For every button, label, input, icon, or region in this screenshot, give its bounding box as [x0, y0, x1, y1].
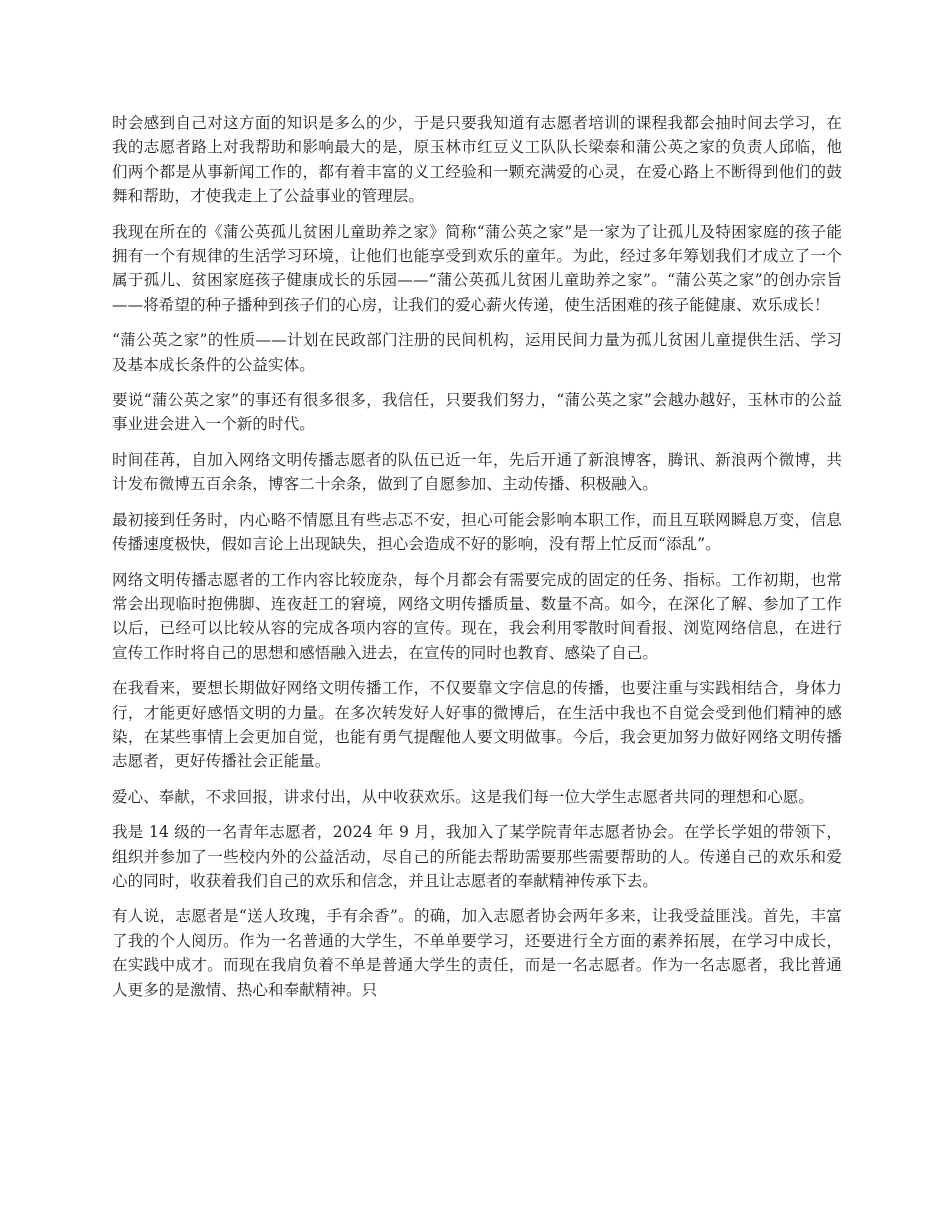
- paragraph-3: “蒲公英之家”的性质——计划在民政部门注册的民间机构，运用民间力量为孤儿贫困儿童提供生活、学习及基本成长条件的公益实体。: [112, 331, 842, 374]
- paragraph-2: 我现在所在的《蒲公英孤儿贫困儿童助养之家》简称“蒲公英之家”是一家为了让孤儿及特困家庭的孩子能拥有一个有规律的生活学习环境，让他们也能享受到欢乐的童年。为此，经过多年筹划我们才成立了一个属于孤儿、贫困家庭孩子健康成长的乐园——“蒲公英孤儿贫困儿童助养之家”。“蒲公英之家”的创办宗旨——将希望的种子播种到孩子们的心房，让我们的爱心薪火传递，使生活困难的孩子能健康、欢乐成长！: [112, 222, 842, 314]
- paragraph-9: 爱心、奉献，不求回报，讲求付出，从中收获欢乐。这是我们每一位大学生志愿者共同的理想和心愿。: [112, 787, 815, 806]
- paragraph-1: 时会感到自己对这方面的知识是多么的少，于是只要我知道有志愿者培训的课程我都会抽时间去学习，在我的志愿者路上对我帮助和影响最大的是，原玉林市红豆义工队队长梁泰和蒲公英之家的负责人邱临，他们两个都是从事新闻工作的，都有着丰富的义工经验和一颗充满爱的心灵，在爱心路上不断得到他们的鼓舞和帮助，才使我走上了公益事业的管理层。: [112, 114, 842, 206]
- paragraph-4: 要说“蒲公英之家”的事还有很多很多，我信任，只要我们努力，“蒲公英之家”会越办越好，玉林市的公益事业进会进入一个新的时代。: [112, 391, 842, 434]
- paragraph-11: 有人说，志愿者是“送人玫瑰，手有余香”。的确，加入志愿者协会两年多来，让我受益匪浅。首先，丰富了我的个人阅历。作为一名普通的大学生，不单单要学习，还要进行全方面的素养拓展，在学习中成长，在实践中成才。而现在我肩负着不单是普通大学生的责任，而是一名志愿者。作为一名志愿者，我比普通人更多的是激情、热心和奉献精神。只: [112, 907, 842, 999]
- paragraph-7: 网络文明传播志愿者的工作内容比较庞杂，每个月都会有需要完成的固定的任务、指标。工作初期，也常常会出现临时抱佛脚、连夜赶工的窘境，网络文明传播质量、数量不高。如今，在深化了解、参加了工作以后，已经可以比较从容的完成各项内容的宣传。现在，我会利用零散时间看报、浏览网络信息，在进行宣传工作时将自己的思想和感悟融入进去，在宣传的同时也教育、感染了自己。: [112, 570, 842, 662]
- paragraph-6: 最初接到任务时，内心略不情愿且有些忐忑不安，担心可能会影响本职工作，而且互联网瞬息万变，信息传播速度极快，假如言论上出现缺失，担心会造成不好的影响，没有帮上忙反而“添乱”。: [112, 510, 842, 554]
- paragraph-5: 时间荏苒，自加入网络文明传播志愿者的队伍已近一年，先后开通了新浪博客，腾讯、新浪两个微博，共计发布微博五百余条，博客二十余条，做到了自愿参加、主动传播、积极融入。: [112, 450, 842, 494]
- document-body: [112, 111, 842, 1013]
- paragraph-10: 我是 14 级的一名青年志愿者，2024 年 9 月，我加入了某学院青年志愿者协会。在学长学姐的带领下，组织并参加了一些校内外的公益活动，尽自己的所能去帮助需要那些需要帮助的人。传递自己的欢乐和爱心的同时，收获着我们自己的欢乐和信念，并且让志愿者的奉献精神传承下去。: [112, 823, 842, 890]
- paragraph-8: 在我看来，要想长期做好网络文明传播工作，不仅要靠文字信息的传播，也要注重与实践相结合，身体力行，才能更好感悟文明的力量。在多次转发好人好事的微博后，在生活中我也不自觉会受到他们精神的感染，在某些事情上会更加自觉，也能有勇气提醒他人要文明做事。今后，我会更加努力做好网络文明传播志愿者，更好传播社会正能量。: [112, 679, 842, 771]
